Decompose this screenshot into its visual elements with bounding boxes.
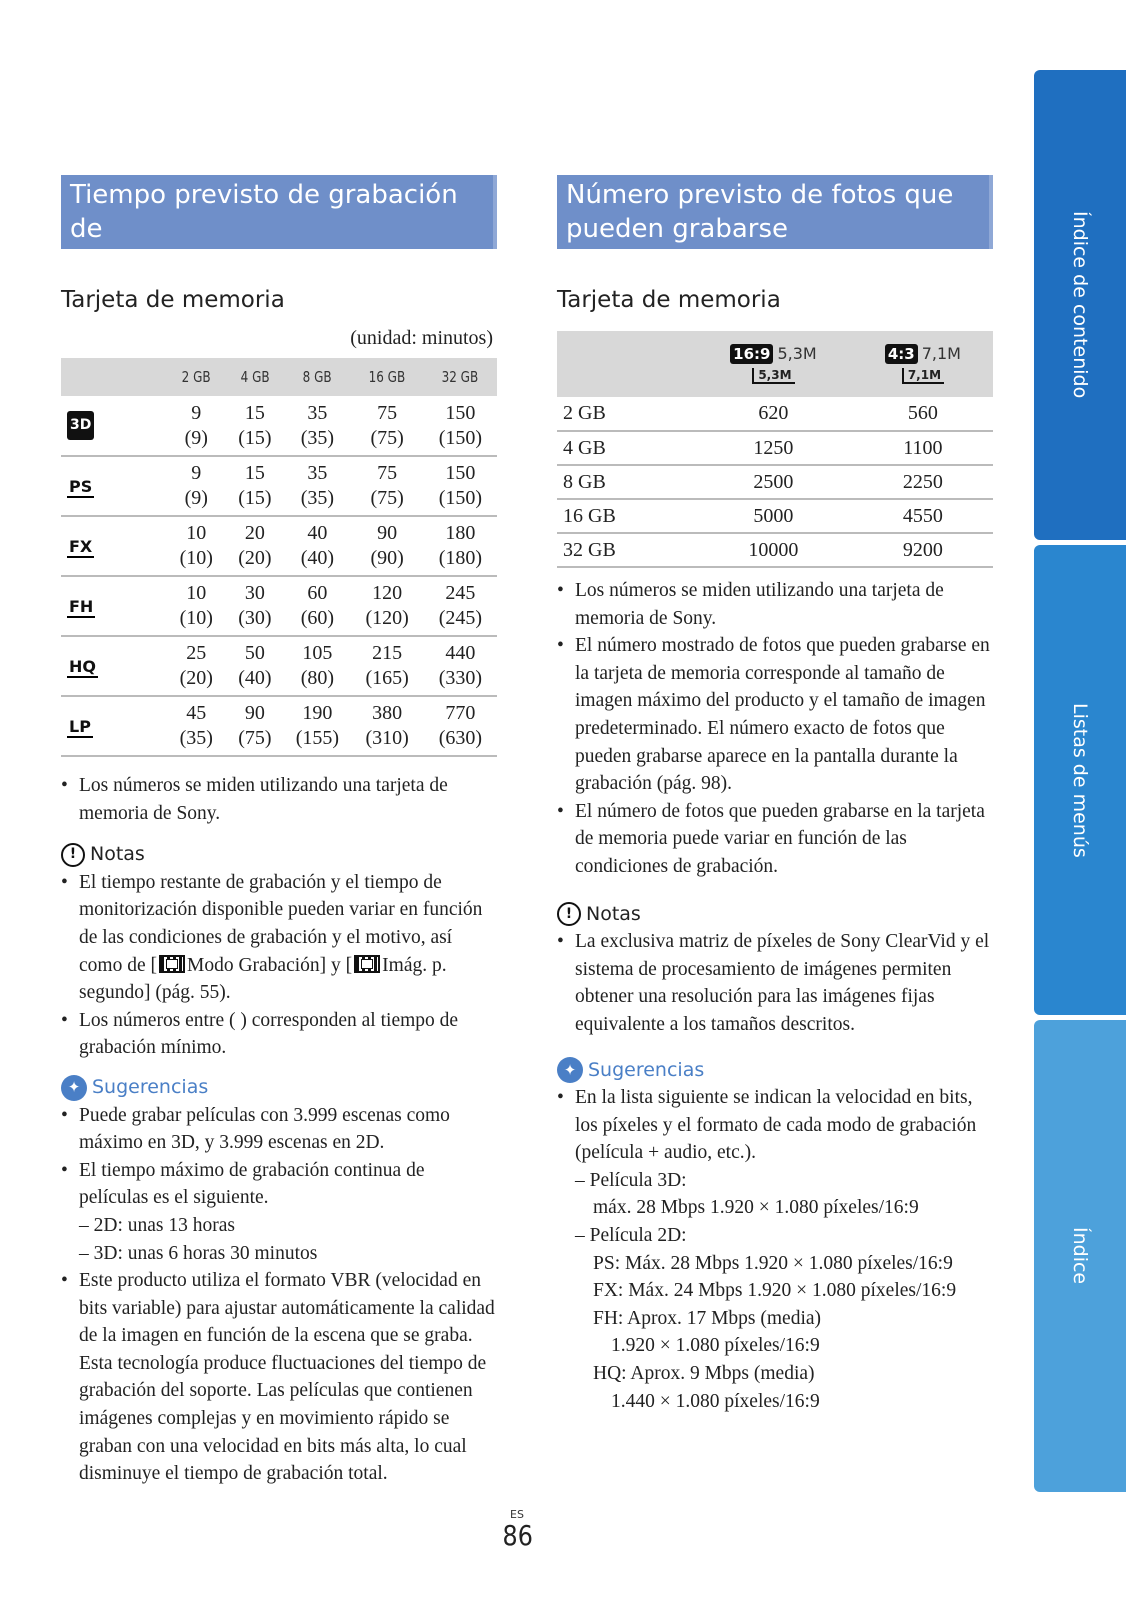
table-cell-value: 30 <box>244 582 265 604</box>
recording-mode-ps-icon: PS <box>69 476 93 496</box>
table-cell-min: (35) <box>300 487 335 509</box>
notes-warning-icon: ! <box>61 843 85 867</box>
language-code: ES <box>510 1508 524 1521</box>
movie-time-table <box>61 358 497 757</box>
table-cell-min: (9) <box>184 487 208 509</box>
image-size-icon: 5,3M <box>752 368 794 384</box>
table-cell: 5000 <box>753 504 794 527</box>
film-icon <box>159 955 185 973</box>
photo-count-table <box>557 331 993 568</box>
sub-list-value: máx. 28 Mbps 1.920 × 1.080 píxeles/16:9 <box>593 1197 919 1219</box>
col-header: 2 GB <box>181 368 211 386</box>
table-cell-min: (165) <box>365 667 409 689</box>
section-heading-movies <box>61 175 497 278</box>
table-cell-min: (330) <box>438 667 483 689</box>
table-cell-min: (10) <box>179 607 213 629</box>
table-cell-min: (90) <box>370 547 404 569</box>
table-cell-min: (310) <box>365 727 409 749</box>
table-cell-value: 150 <box>445 401 476 424</box>
sidebar-tab-menu-lists[interactable] <box>1034 545 1126 1015</box>
table-cell-value: 25 <box>186 642 207 664</box>
recording-mode-3d-icon: 3D <box>67 411 94 440</box>
col-header: 16 GB <box>368 368 406 386</box>
table-cell-value: 60 <box>307 582 328 604</box>
table-cell-value: 35 <box>307 462 328 484</box>
table-cell-min: (75) <box>370 426 404 449</box>
table-row <box>557 431 993 465</box>
list-item: • En la lista siguiente se indican la velocidad en bits, los píxeles y el formato de cada modo de grabación (película + audio, etc.). <box>557 1084 993 1167</box>
unit-note: (unidad: minutos) <box>350 327 493 349</box>
table-cell: 2500 <box>753 470 794 493</box>
table-header-row <box>557 331 993 397</box>
table-row <box>557 499 993 533</box>
film-icon <box>354 955 380 973</box>
sidebar-tab-index[interactable] <box>1034 1020 1126 1492</box>
table-cell-value: 215 <box>372 642 403 664</box>
sub-list-value: PS: Máx. 28 Mbps 1.920 × 1.080 píxeles/16:9 <box>593 1252 953 1274</box>
recording-mode-fh-icon: FH <box>69 596 94 616</box>
table-cell-min: (40) <box>300 547 335 569</box>
table-cell-value: 15 <box>244 401 265 424</box>
left-text-block <box>61 772 497 1488</box>
table-cell-min: (15) <box>238 426 272 449</box>
page-number <box>500 1508 534 1551</box>
sub-list-item: – Película 2D: <box>575 1225 687 1247</box>
table-cell-value: 9 <box>191 401 202 424</box>
heading-line-2: pueden grabarse <box>566 214 789 244</box>
sub-list-item: – 2D: unas 13 horas <box>79 1214 235 1236</box>
table-cell: 2250 <box>902 470 943 493</box>
table-cell-min: (120) <box>365 607 409 629</box>
recording-mode-fx-icon: FX <box>69 536 93 556</box>
list-item: • El número de fotos que pueden grabarse en la tarjeta de memoria puede variar en función de las condiciones de grabación. <box>557 798 993 881</box>
table-cell-value: 75 <box>377 462 398 484</box>
subheading-memory-card: Tarjeta de memoria <box>557 287 781 313</box>
table-cell-min: (80) <box>300 667 335 689</box>
table-cell: 2 GB <box>563 402 606 424</box>
tips-heading: ✦ Sugerencias <box>557 1057 993 1085</box>
table-cell-value: 50 <box>244 642 265 664</box>
sub-list-value: FH: Aprox. 17 Mbps (media) <box>593 1307 822 1329</box>
table-row <box>61 396 497 456</box>
table-cell: 10000 <box>748 538 799 561</box>
megapixel-label: 5,3M <box>777 344 817 363</box>
table-cell: 4 GB <box>563 436 606 459</box>
table-header-row <box>61 358 497 396</box>
table-cell-min: (180) <box>438 547 483 569</box>
list-item: • Puede grabar películas con 3.999 escenas como máximo en 3D, y 3.999 escenas en 2D. <box>61 1102 497 1157</box>
table-cell-min: (9) <box>184 426 208 449</box>
table-cell-min: (60) <box>300 607 335 629</box>
list-item: • La exclusiva matriz de píxeles de Sony ClearVid y el sistema de procesamiento de imágenes permiten obtener una resolución para las imágenes fijas equivalente a los tamaños descritos. <box>557 928 993 1038</box>
table-cell-value: 105 <box>302 642 333 664</box>
table-cell: 16 GB <box>563 504 616 527</box>
col-header: 8 GB <box>302 368 332 386</box>
right-text-block <box>557 577 993 1415</box>
tips-heading: ✦ Sugerencias <box>61 1074 497 1102</box>
tab-label: Índice <box>1069 1227 1091 1285</box>
table-cell-value: 180 <box>445 522 476 544</box>
table-cell-min: (35) <box>179 727 213 749</box>
sub-list-item: – Película 3D: <box>575 1169 687 1191</box>
list-item: • El número mostrado de fotos que pueden grabarse en la tarjeta de memoria corresponde al tamaño de imagen máximo del producto y el tamaño de imagen predeterminado. El número exacto de fotos que pueden grabarse aparece en la pantalla durante la grabación (pág. 98). <box>557 632 993 798</box>
table-cell: 1100 <box>903 436 943 459</box>
table-row <box>61 636 497 696</box>
sub-list-value: HQ: Aprox. 9 Mbps (media) <box>593 1363 815 1385</box>
table-cell: 8 GB <box>563 470 606 493</box>
col-header: 32 GB <box>442 368 479 386</box>
table-cell-min: (150) <box>438 426 483 449</box>
megapixel-label: 7,1M <box>921 344 961 363</box>
col-header: 4 GB <box>240 368 270 386</box>
table-cell-value: 90 <box>244 702 265 724</box>
table-cell: 32 GB <box>563 538 616 561</box>
table-cell-value: 190 <box>302 702 333 724</box>
table-cell-value: 380 <box>372 702 403 724</box>
table-cell: 620 <box>758 402 789 424</box>
heading-line-2: películas <box>70 248 185 278</box>
table-cell-value: 10 <box>186 582 207 604</box>
table-cell-value: 10 <box>186 522 207 544</box>
table-cell-min: (245) <box>438 607 483 629</box>
table-row <box>61 696 497 756</box>
list-item: • Los números entre ( ) corresponden al tiempo de grabación mínimo. <box>61 1007 497 1062</box>
notes-warning-icon: ! <box>557 902 581 926</box>
table-cell-value: 9 <box>191 462 202 484</box>
list-item: • Los números se miden utilizando una tarjeta de memoria de Sony. <box>61 772 497 827</box>
table-cell-value: 35 <box>307 401 328 424</box>
table-cell-min: (75) <box>238 727 272 749</box>
tab-label: Listas de menús <box>1069 702 1091 858</box>
table-cell-min: (15) <box>238 487 272 509</box>
heading-line-1: Número previsto de fotos que <box>566 180 954 210</box>
table-cell-value: 245 <box>445 582 476 604</box>
table-cell-value: 120 <box>372 582 403 604</box>
table-cell: 560 <box>907 402 938 424</box>
table-cell-min: (75) <box>370 487 404 509</box>
table-cell-min: (10) <box>179 547 213 569</box>
notes-heading: ! Notas <box>557 901 993 929</box>
list-item: • Este producto utiliza el formato VBR (velocidad en bits variable) para ajustar automáticamente la calidad de la imagen en función de la escena que se graba. Esta tecnología produce fluctuaciones del tiempo de grabación del soporte. Las películas que contienen imágenes complejas y en movimiento rápido se graban con una velocidad en bits más alta, lo cual disminuye el tiempo de grabación total. <box>61 1267 497 1488</box>
tab-label: Índice de contenido <box>1069 211 1091 399</box>
table-cell: 4550 <box>902 504 943 527</box>
sidebar-tab-contents[interactable] <box>1034 70 1126 540</box>
aspect-4-3-icon: 4:3 <box>885 344 918 364</box>
list-item: • Los números se miden utilizando una tarjeta de memoria de Sony. <box>557 577 993 632</box>
table-cell-value: 440 <box>445 642 476 664</box>
table-cell-min: (630) <box>438 727 483 749</box>
table-row <box>557 533 993 567</box>
lightbulb-icon: ✦ <box>61 1075 87 1101</box>
section-heading-photos <box>557 175 993 249</box>
table-cell-value: 75 <box>377 401 398 424</box>
table-cell-min: (150) <box>438 487 483 509</box>
sub-list-value: 1.920 × 1.080 píxeles/16:9 <box>611 1335 820 1357</box>
table-cell-value: 20 <box>244 522 265 544</box>
table-row <box>61 456 497 516</box>
table-cell-min: (30) <box>238 607 272 629</box>
recording-mode-lp-icon: LP <box>69 716 91 736</box>
sub-list-item: – 3D: unas 6 horas 30 minutos <box>79 1242 318 1264</box>
table-cell-value: 45 <box>186 702 207 724</box>
image-size-icon: 7,1M <box>902 368 944 384</box>
table-cell-value: 150 <box>445 462 476 484</box>
subheading-memory-card: Tarjeta de memoria <box>61 287 285 313</box>
table-cell: 1250 <box>753 436 794 459</box>
table-row <box>557 397 993 431</box>
table-row <box>61 576 497 636</box>
table-cell-value: 770 <box>445 702 476 724</box>
recording-mode-hq-icon: HQ <box>69 656 96 676</box>
table-cell-value: 90 <box>377 522 398 544</box>
table-cell-min: (20) <box>179 667 213 689</box>
table-row <box>557 465 993 499</box>
table-row <box>61 516 497 576</box>
table-cell-min: (40) <box>238 667 272 689</box>
heading-line-1: Tiempo previsto de grabación de <box>70 180 458 244</box>
lightbulb-icon: ✦ <box>557 1057 583 1083</box>
table-cell: 9200 <box>902 538 943 561</box>
table-cell-value: 15 <box>244 462 265 484</box>
sub-list-value: 1.440 × 1.080 píxeles/16:9 <box>611 1390 820 1412</box>
aspect-16-9-icon: 16:9 <box>730 344 773 364</box>
list-item: • El tiempo máximo de grabación continua de películas es el siguiente. <box>61 1157 497 1212</box>
table-cell-min: (155) <box>295 727 340 749</box>
list-item: • El tiempo restante de grabación y el tiempo de monitorización disponible pueden variar en función de las condiciones de grabación y el motivo, así como de [ Modo Grabación] y [ Imág. p. segundo] (pág. 55). <box>61 869 497 1007</box>
page-number-value: 86 <box>502 1519 533 1552</box>
table-cell-min: (20) <box>238 547 272 569</box>
notes-heading: ! Notas <box>61 841 497 869</box>
table-cell-value: 40 <box>307 522 328 544</box>
table-cell-min: (35) <box>300 426 335 449</box>
sub-list-value: FX: Máx. 24 Mbps 1.920 × 1.080 píxeles/16:9 <box>593 1280 957 1302</box>
